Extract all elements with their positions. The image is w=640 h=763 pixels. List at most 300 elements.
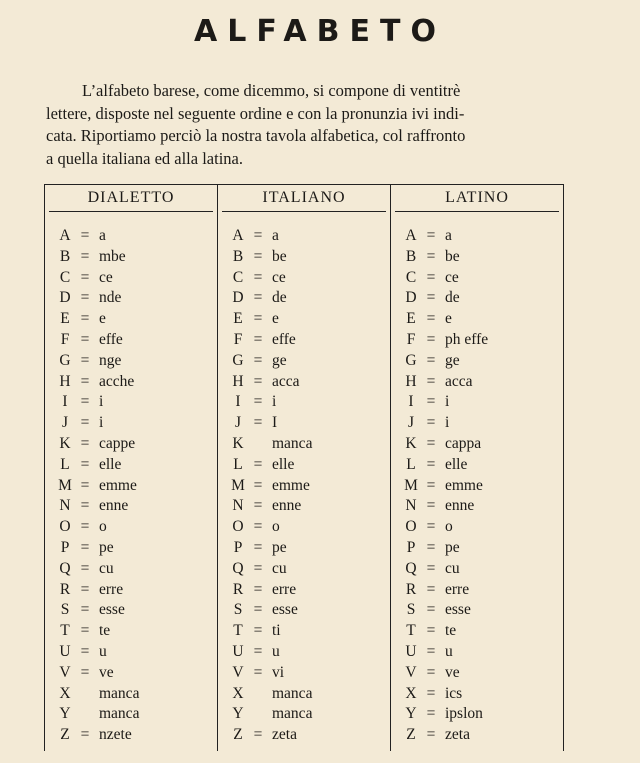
- row-equals: =: [80, 330, 90, 348]
- table-row: [391, 580, 563, 601]
- row-letter: V: [405, 663, 417, 681]
- row-equals: =: [253, 455, 263, 473]
- row-value: pe: [99, 538, 114, 556]
- row-letter: D: [59, 289, 71, 307]
- row-equals: =: [426, 476, 436, 494]
- row-equals: =: [426, 455, 436, 473]
- table-row: [218, 288, 390, 309]
- row-equals: =: [426, 538, 436, 556]
- column-header: LATINO: [395, 185, 559, 212]
- row-letter: B: [59, 247, 71, 265]
- table-row: [218, 434, 390, 455]
- table-row: [45, 704, 217, 725]
- intro-line: a quella italiana ed alla latina.: [46, 148, 243, 168]
- intro-line: cata. Riportiamo perciò la nostra tavola alfabetica, col raffronto: [46, 126, 466, 145]
- row-value: i: [272, 393, 277, 411]
- row-equals: =: [426, 642, 436, 660]
- table-row: [218, 663, 390, 684]
- row-equals: =: [80, 414, 90, 432]
- table-row: [391, 663, 563, 684]
- row-letter: N: [232, 497, 244, 515]
- row-equals: =: [253, 227, 263, 244]
- table-row: [391, 684, 563, 705]
- row-equals: =: [426, 247, 436, 265]
- table-row: [45, 372, 217, 393]
- table-row: [218, 372, 390, 393]
- row-equals: =: [426, 227, 436, 244]
- row-value: ve: [445, 663, 460, 681]
- row-value: u: [272, 642, 280, 660]
- row-equals: [75, 704, 95, 725]
- row-letter: B: [232, 247, 244, 265]
- table-row: [45, 455, 217, 476]
- row-letter: I: [235, 393, 241, 411]
- row-letter: U: [232, 642, 244, 660]
- row-equals: =: [426, 601, 436, 619]
- row-equals: =: [80, 518, 90, 536]
- table-row: [45, 413, 217, 434]
- table-row: [391, 496, 563, 517]
- row-value: effe: [272, 330, 296, 348]
- row-value: manca: [272, 434, 313, 452]
- row-equals: =: [253, 414, 263, 432]
- table-row: [45, 621, 217, 642]
- row-letter: P: [406, 538, 416, 556]
- row-value: zeta: [272, 726, 297, 744]
- row-equals: =: [80, 622, 90, 640]
- table-row: [391, 413, 563, 434]
- row-value: manca: [99, 705, 140, 723]
- row-letter: L: [233, 455, 243, 473]
- table-row: [45, 309, 217, 330]
- table-row: [391, 434, 563, 455]
- row-letter: S: [60, 601, 70, 619]
- row-value: enne: [445, 497, 475, 515]
- intro-paragraph: [46, 80, 566, 170]
- table-row: [218, 247, 390, 268]
- row-value: ipslon: [445, 705, 483, 723]
- table-row: [45, 476, 217, 497]
- table-row: [391, 309, 563, 330]
- row-value: cappe: [99, 434, 136, 452]
- table-row: [218, 642, 390, 663]
- row-value: acca: [445, 372, 473, 390]
- row-equals: =: [426, 434, 436, 452]
- row-equals: =: [426, 580, 436, 598]
- row-letter: P: [233, 538, 243, 556]
- row-letter: X: [59, 684, 71, 702]
- row-letter: D: [405, 289, 417, 307]
- row-value: esse: [272, 601, 298, 619]
- row-letter: R: [405, 580, 417, 598]
- row-equals: =: [426, 726, 436, 744]
- table-row: [218, 226, 390, 247]
- row-equals: =: [253, 663, 263, 681]
- table-row: [218, 351, 390, 372]
- row-value: acche: [99, 372, 135, 390]
- row-equals: =: [80, 289, 90, 307]
- row-letter: Z: [406, 726, 416, 744]
- column-latino: [390, 185, 563, 751]
- row-equals: =: [253, 580, 263, 598]
- row-equals: =: [426, 497, 436, 515]
- table-row: [45, 580, 217, 601]
- row-value: erre: [272, 580, 297, 598]
- column-rows: [45, 226, 217, 746]
- row-value: emme: [272, 476, 310, 494]
- row-letter: I: [408, 393, 414, 411]
- row-equals: =: [80, 476, 90, 494]
- row-letter: G: [59, 351, 71, 369]
- row-equals: =: [253, 247, 263, 265]
- row-letter: C: [405, 268, 417, 286]
- row-equals: =: [426, 289, 436, 307]
- page-title: ALFABETO: [194, 14, 446, 49]
- row-letter: P: [60, 538, 70, 556]
- row-equals: =: [426, 330, 436, 348]
- row-value: effe: [99, 330, 123, 348]
- row-equals: =: [426, 705, 436, 723]
- row-value: cu: [99, 559, 114, 577]
- row-value: o: [445, 518, 453, 536]
- row-letter: O: [59, 518, 71, 536]
- row-letter: T: [60, 622, 70, 640]
- row-equals: =: [253, 497, 263, 515]
- row-letter: F: [233, 330, 243, 348]
- row-letter: H: [59, 372, 71, 390]
- row-letter: F: [406, 330, 416, 348]
- intro-line: lettere, disposte nel seguente ordine e con la pronunzia ivi indi-: [46, 103, 465, 123]
- row-letter: E: [233, 310, 243, 328]
- table-row: [391, 247, 563, 268]
- row-letter: K: [59, 434, 71, 452]
- row-value: ce: [445, 268, 459, 286]
- row-letter: O: [405, 518, 417, 536]
- table-row: [218, 684, 390, 705]
- row-letter: A: [232, 227, 244, 244]
- row-value: ce: [99, 268, 113, 286]
- table-row: [391, 226, 563, 247]
- row-equals: =: [80, 455, 90, 473]
- row-letter: U: [59, 642, 71, 660]
- column-rows: [391, 226, 563, 746]
- row-value: a: [272, 227, 279, 244]
- table-row: [218, 413, 390, 434]
- row-equals: =: [80, 726, 90, 744]
- column-italiano: [217, 185, 390, 751]
- row-equals: =: [80, 227, 90, 244]
- row-letter: M: [231, 476, 245, 494]
- row-equals: =: [426, 622, 436, 640]
- row-value: i: [99, 414, 104, 432]
- row-value: e: [272, 310, 279, 328]
- row-letter: A: [405, 227, 417, 244]
- table-row: [45, 247, 217, 268]
- row-equals: [248, 684, 268, 705]
- row-value: o: [99, 518, 107, 536]
- table-row: [391, 476, 563, 497]
- row-value: a: [99, 227, 106, 244]
- row-value: ge: [272, 351, 287, 369]
- row-equals: =: [253, 642, 263, 660]
- row-equals: [248, 704, 268, 725]
- row-equals: =: [253, 622, 263, 640]
- table-row: [218, 392, 390, 413]
- row-value: esse: [445, 601, 471, 619]
- row-value: ge: [445, 351, 460, 369]
- row-value: be: [445, 247, 460, 265]
- row-equals: [75, 684, 95, 705]
- row-letter: H: [232, 372, 244, 390]
- table-row: [218, 704, 390, 725]
- row-value: i: [445, 393, 450, 411]
- row-equals: =: [253, 476, 263, 494]
- table-row: [45, 351, 217, 372]
- row-value: a: [445, 227, 452, 244]
- row-value: te: [445, 622, 457, 640]
- row-letter: C: [232, 268, 244, 286]
- row-letter: N: [59, 497, 71, 515]
- row-equals: =: [80, 642, 90, 660]
- table-row: [218, 330, 390, 351]
- row-value: e: [445, 310, 452, 328]
- alphabet-table: [44, 184, 564, 751]
- row-letter: G: [232, 351, 244, 369]
- row-equals: =: [426, 663, 436, 681]
- table-row: [45, 684, 217, 705]
- table-row: [218, 580, 390, 601]
- table-row: [391, 392, 563, 413]
- row-equals: =: [253, 559, 263, 577]
- table-row: [391, 268, 563, 289]
- table-row: [45, 268, 217, 289]
- row-value: manca: [272, 684, 313, 702]
- table-row: [218, 559, 390, 580]
- table-row: [218, 725, 390, 746]
- row-equals: =: [253, 393, 263, 411]
- row-equals: =: [426, 393, 436, 411]
- row-value: de: [445, 289, 460, 307]
- column-dialetto: [45, 185, 217, 751]
- table-row: [45, 725, 217, 746]
- table-row: [45, 517, 217, 538]
- row-value: I: [272, 414, 278, 432]
- row-letter: X: [405, 684, 417, 702]
- row-letter: D: [232, 289, 244, 307]
- row-equals: =: [253, 726, 263, 744]
- table-row: [218, 476, 390, 497]
- table-row: [391, 725, 563, 746]
- row-value: manca: [272, 705, 313, 723]
- row-equals: =: [426, 559, 436, 577]
- row-letter: T: [233, 622, 243, 640]
- row-equals: =: [426, 518, 436, 536]
- row-value: elle: [445, 455, 468, 473]
- row-equals: =: [80, 663, 90, 681]
- row-value: nde: [99, 289, 122, 307]
- row-value: ti: [272, 622, 281, 640]
- row-equals: =: [80, 351, 90, 369]
- table-row: [218, 600, 390, 621]
- table-row: [391, 517, 563, 538]
- row-value: u: [445, 642, 453, 660]
- table-row: [45, 496, 217, 517]
- table-row: [45, 538, 217, 559]
- table-row: [391, 455, 563, 476]
- row-equals: =: [253, 372, 263, 390]
- table-row: [218, 455, 390, 476]
- row-letter: E: [406, 310, 416, 328]
- row-letter: N: [405, 497, 417, 515]
- table-row: [391, 351, 563, 372]
- row-equals: =: [80, 538, 90, 556]
- row-letter: R: [232, 580, 244, 598]
- row-value: cappa: [445, 434, 482, 452]
- row-value: nzete: [99, 726, 132, 744]
- row-value: erre: [445, 580, 470, 598]
- row-letter: S: [406, 601, 416, 619]
- row-equals: =: [80, 393, 90, 411]
- row-letter: K: [232, 434, 244, 452]
- row-letter: U: [405, 642, 417, 660]
- row-letter: Q: [59, 559, 71, 577]
- row-letter: F: [60, 330, 70, 348]
- column-header: DIALETTO: [49, 185, 213, 212]
- row-value: ce: [272, 268, 286, 286]
- row-equals: =: [426, 310, 436, 328]
- table-row: [45, 642, 217, 663]
- row-equals: =: [426, 414, 436, 432]
- row-value: cu: [272, 559, 287, 577]
- row-letter: T: [406, 622, 416, 640]
- table-row: [391, 559, 563, 580]
- row-value: zeta: [445, 726, 470, 744]
- row-letter: Z: [233, 726, 243, 744]
- row-value: enne: [272, 497, 302, 515]
- column-header: ITALIANO: [222, 185, 386, 212]
- row-letter: Z: [60, 726, 70, 744]
- table-row: [218, 517, 390, 538]
- row-equals: =: [253, 351, 263, 369]
- row-equals: =: [80, 268, 90, 286]
- row-equals: =: [426, 372, 436, 390]
- row-letter: L: [60, 455, 70, 473]
- table-row: [391, 600, 563, 621]
- table-row: [45, 392, 217, 413]
- row-value: esse: [99, 601, 125, 619]
- row-letter: X: [232, 684, 244, 702]
- row-equals: =: [80, 247, 90, 265]
- table-row: [45, 434, 217, 455]
- row-value: nge: [99, 351, 122, 369]
- row-letter: L: [406, 455, 416, 473]
- row-value: elle: [272, 455, 295, 473]
- row-letter: J: [234, 414, 242, 432]
- column-rows: [218, 226, 390, 746]
- row-value: te: [99, 622, 111, 640]
- table-row: [218, 538, 390, 559]
- row-letter: Q: [405, 559, 417, 577]
- row-value: pe: [445, 538, 460, 556]
- table-row: [218, 496, 390, 517]
- row-value: vi: [272, 663, 285, 681]
- row-value: enne: [99, 497, 129, 515]
- table-row: [45, 559, 217, 580]
- table-row: [218, 309, 390, 330]
- table-row: [45, 226, 217, 247]
- row-value: elle: [99, 455, 122, 473]
- row-letter: Q: [232, 559, 244, 577]
- row-letter: V: [59, 663, 71, 681]
- table-row: [218, 621, 390, 642]
- table-row: [45, 330, 217, 351]
- row-letter: J: [61, 414, 69, 432]
- table-row: [391, 642, 563, 663]
- table-row: [391, 330, 563, 351]
- row-letter: S: [233, 601, 243, 619]
- table-row: [45, 663, 217, 684]
- row-value: cu: [445, 559, 460, 577]
- row-letter: Y: [405, 705, 417, 723]
- table-row: [45, 600, 217, 621]
- row-equals: =: [426, 351, 436, 369]
- row-letter: A: [59, 227, 71, 244]
- row-equals: =: [253, 310, 263, 328]
- table-row: [391, 538, 563, 559]
- row-equals: =: [253, 601, 263, 619]
- row-letter: E: [60, 310, 70, 328]
- row-value: mbe: [99, 247, 126, 265]
- row-letter: K: [405, 434, 417, 452]
- row-letter: O: [232, 518, 244, 536]
- table-row: [391, 372, 563, 393]
- row-value: de: [272, 289, 287, 307]
- row-value: ve: [99, 663, 114, 681]
- row-value: ics: [445, 684, 463, 702]
- row-value: manca: [99, 684, 140, 702]
- row-value: o: [272, 518, 280, 536]
- row-letter: Y: [232, 705, 244, 723]
- row-equals: =: [80, 372, 90, 390]
- row-value: u: [99, 642, 107, 660]
- row-equals: =: [426, 684, 436, 702]
- row-letter: R: [59, 580, 71, 598]
- row-letter: G: [405, 351, 417, 369]
- row-value: i: [99, 393, 104, 411]
- row-value: acca: [272, 372, 300, 390]
- row-equals: =: [253, 538, 263, 556]
- table-row: [218, 268, 390, 289]
- row-value: be: [272, 247, 287, 265]
- row-equals: =: [253, 268, 263, 286]
- row-value: i: [445, 414, 450, 432]
- intro-line: L’alfabeto barese, come dicemmo, si compone di ventitrè: [82, 81, 461, 100]
- row-letter: I: [62, 393, 68, 411]
- row-letter: J: [407, 414, 415, 432]
- row-value: e: [99, 310, 106, 328]
- row-value: pe: [272, 538, 287, 556]
- row-value: emme: [99, 476, 137, 494]
- table-row: [391, 621, 563, 642]
- row-equals: =: [253, 330, 263, 348]
- row-letter: H: [405, 372, 417, 390]
- row-letter: C: [59, 268, 71, 286]
- table-row: [391, 288, 563, 309]
- row-equals: =: [80, 434, 90, 452]
- row-letter: M: [58, 476, 72, 494]
- row-letter: Y: [59, 705, 71, 723]
- row-letter: V: [232, 663, 244, 681]
